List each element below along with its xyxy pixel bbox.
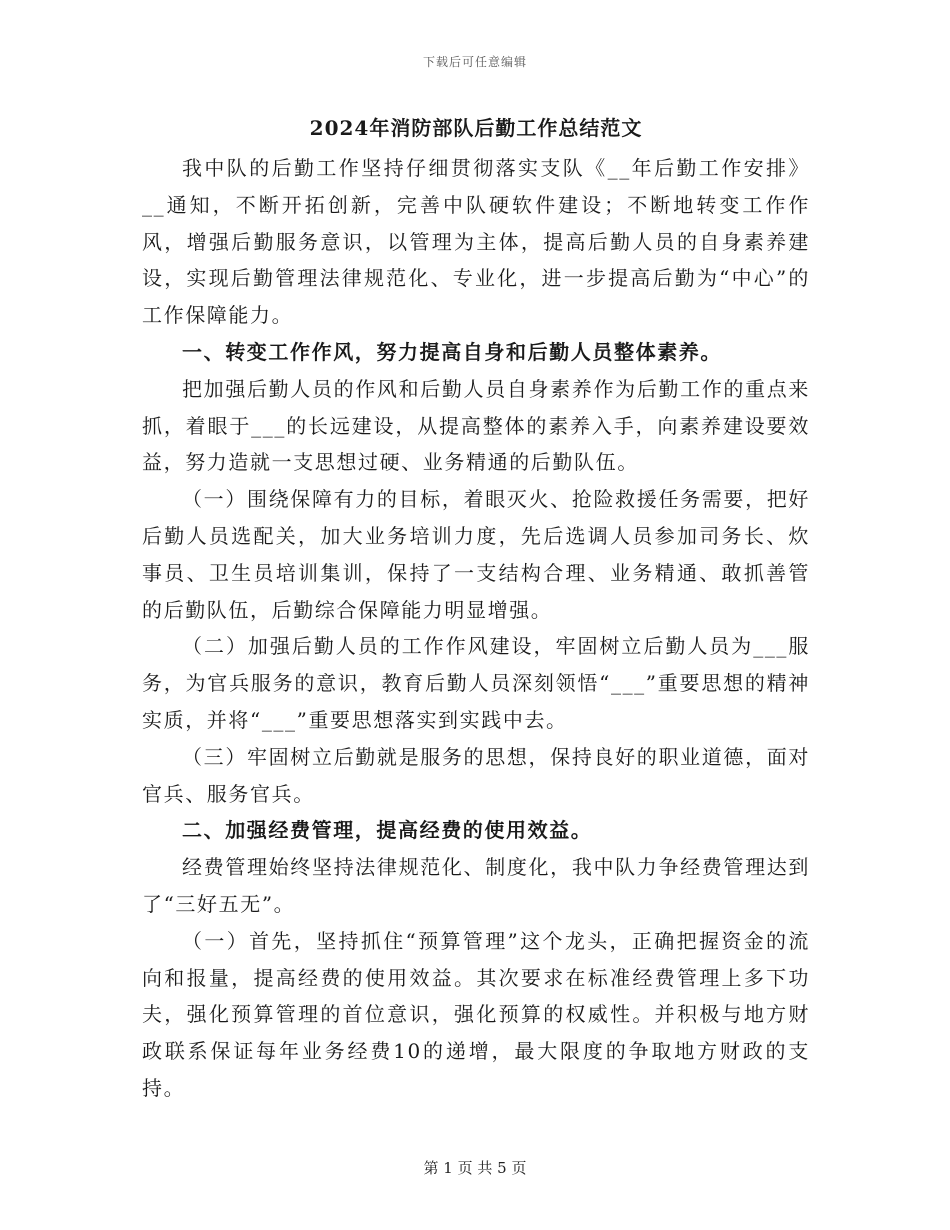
section-1-item-2: （二）加强后勤人员的工作作风建设，牢固树立后勤人员为___服务，为官兵服务的意识，教育后勤人员深刻领悟“___”重要思想的精神实质，并将“___”重要思想落实到实践中去。 <box>142 634 810 732</box>
page-number: 第 1 页 共 5 页 <box>423 1159 527 1177</box>
section-2-paragraph: 经费管理始终坚持法律规范化、制度化，我中队力争经费管理达到了“三好五无”。 <box>142 855 810 916</box>
section-2-item-1: （一）首先，坚持抓住“预算管理”这个龙头，正确把握资金的流向和报量，提高经费的使用效益。其次要求在标准经费管理上多下功夫，强化预算管理的首位意识，强化预算的权威性。并积极与地方财政联系保证每年业务经费10的递增，最大限度的争取地方财政的支持。 <box>142 928 810 1100</box>
header-note: 下载后可任意编辑 <box>422 55 527 69</box>
document-title: 2024年消防部队后勤工作总结范文 <box>309 116 643 140</box>
document-body <box>142 114 810 1107</box>
section-heading-1: 一、转变工作作风，努力提高自身和后勤人员整体素养。 <box>182 339 722 364</box>
intro-paragraph: 我中队的后勤工作坚持仔细贯彻落实支队《__年后勤工作安排》__通知，不断开拓创新，完善中队硬软件建设；不断地转变工作作风，增强后勤服务意识，以管理为主体，提高后勤人员的自身素养建设，实现后勤管理法律规范化、专业化，进一步提高后勤为“中心”的工作保障能力。 <box>142 156 810 328</box>
section-1-item-3: （三）牢固树立后勤就是服务的思想，保持良好的职业道德，面对官兵、服务官兵。 <box>142 744 810 806</box>
section-heading-2: 二、加强经费管理，提高经费的使用效益。 <box>182 818 593 843</box>
section-1-item-1: （一）围绕保障有力的目标，着眼灭火、抢险救援任务需要，把好后勤人员选配关，加大业务培训力度，先后选调人员参加司务长、炊事员、卫生员培训集训，保持了一支结构合理、业务精通、敢抓善管的后勤队伍，后勤综合保障能力明显增强。 <box>142 487 810 622</box>
section-1-paragraph: 把加强后勤人员的作风和后勤人员自身素养作为后勤工作的重点来抓，着眼于___的长远建设，从提高整体的素养入手，向素养建设要效益，努力造就一支思想过硬、业务精通的后勤队伍。 <box>142 376 810 475</box>
